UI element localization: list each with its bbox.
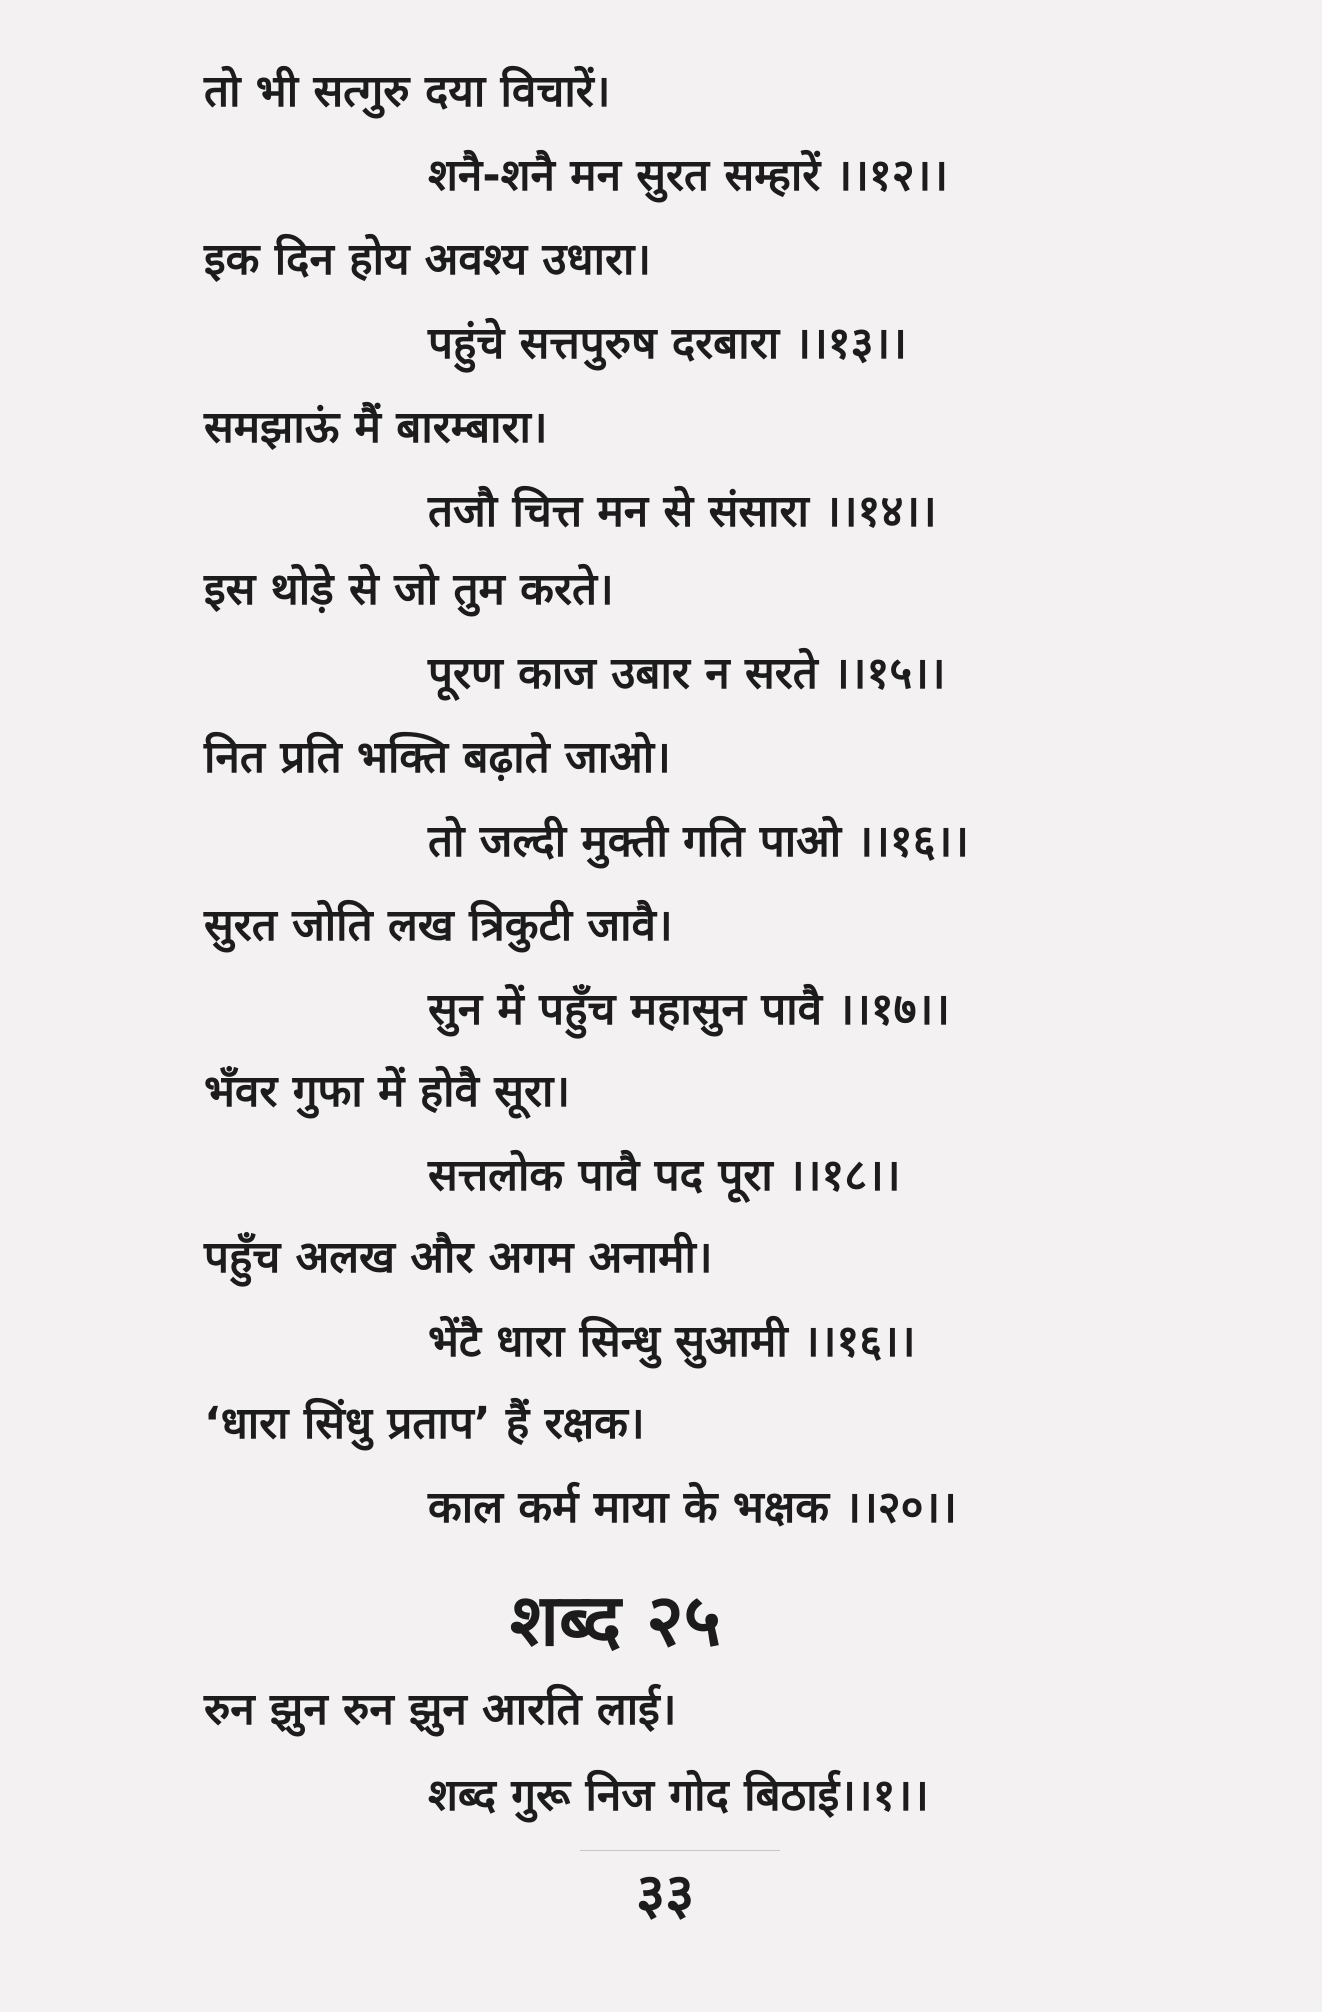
- verse-line: सुन में पहुँच महासुन पावै ।।१७।।: [428, 984, 950, 1035]
- verse-line: सत्तलोक पावै पद पूरा ।।१८।।: [428, 1150, 901, 1201]
- verse-line: भँवर गुफा में होवै सूरा।: [204, 1066, 571, 1117]
- verse-line: तो भी सत्गुरु दया विचारें।: [204, 66, 611, 117]
- verse-line: रुन झुन रुन झुन आरति लाई।: [204, 1684, 677, 1735]
- verse-line: तो जल्दी मुक्ती गति पाओ ।।१६।।: [428, 816, 969, 867]
- page-number: ३३: [636, 1862, 695, 1927]
- verse-line: शब्द गुरू निज गोद बिठाई।।१।।: [428, 1770, 929, 1821]
- verse-line: इक दिन होय अवश्य उधारा।: [204, 234, 652, 285]
- verse-line: नित प्रति भक्ति बढ़ाते जाओ।: [204, 732, 671, 783]
- verse-line: समझाऊं मैं बारम्बारा।: [204, 402, 548, 453]
- verse-line: तजौ चित्त मन से संसारा ।।१४।।: [428, 486, 937, 537]
- footer-divider: [580, 1850, 780, 1851]
- verse-line: ‘धारा सिंधु प्रताप’ हैं रक्षक।: [204, 1398, 645, 1449]
- verse-line: पूरण काज उबार न सरते ।।१५।।: [428, 648, 946, 699]
- verse-line: काल कर्म माया के भक्षक ।।२०।।: [428, 1482, 957, 1533]
- verse-line: शनै-शनै मन सुरत सम्हारें ।।१२।।: [428, 150, 949, 201]
- verse-line: पहुँच अलख और अगम अनामी।: [204, 1232, 713, 1283]
- verse-line: पहुंचे सत्तपुरुष दरबारा ।।१३।।: [428, 318, 907, 369]
- verse-line: इस थोड़े से जो तुम करते।: [204, 564, 614, 615]
- verse-line: भेंटै धारा सिन्धु सुआमी ।।१६।।: [428, 1316, 916, 1367]
- section-heading: शब्द २५: [510, 1578, 722, 1662]
- verse-line: सुरत जोति लख त्रिकुटी जावै।: [204, 900, 673, 951]
